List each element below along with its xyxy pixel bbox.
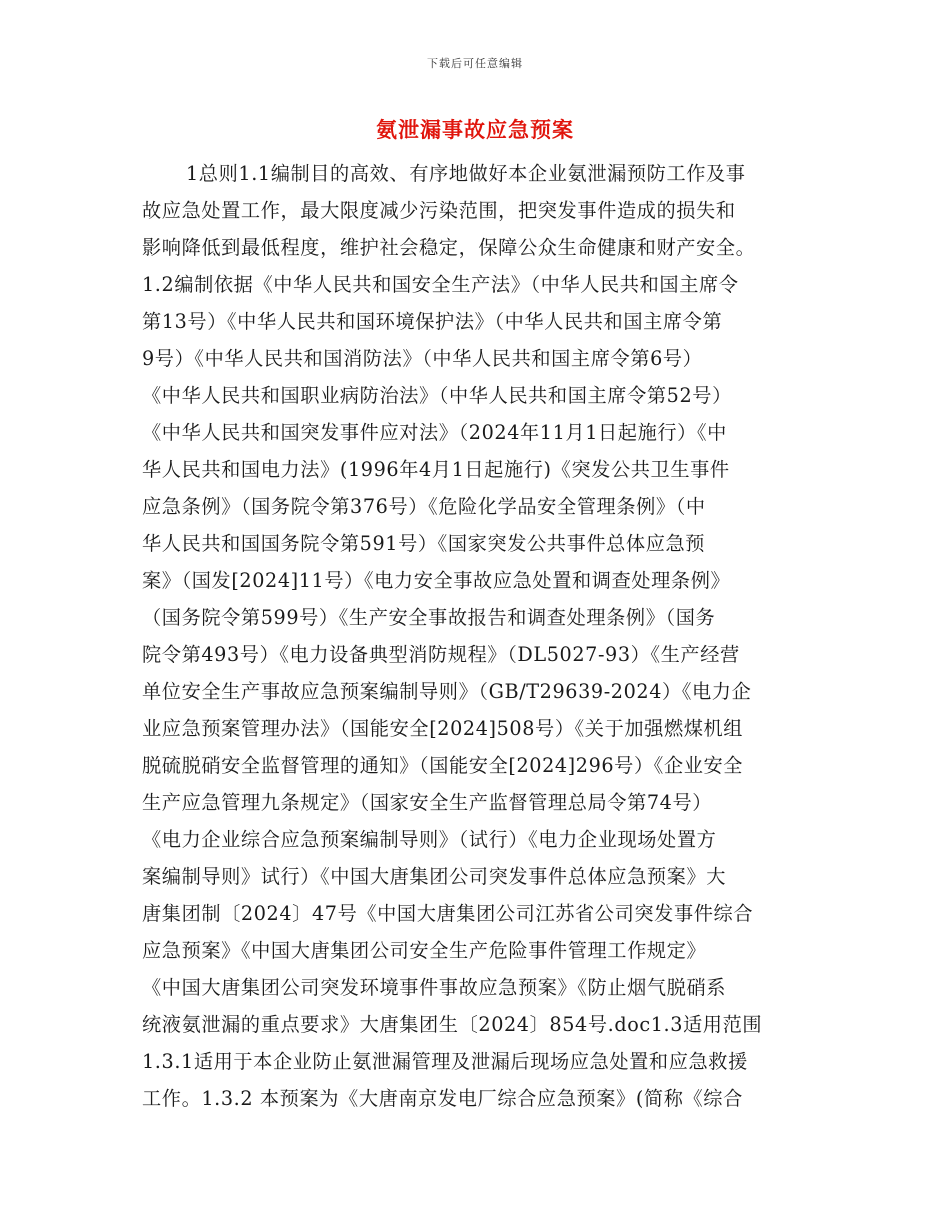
body-line: 生产应急管理九条规定》（国家安全生产监督管理总局令第74号） [142,791,713,814]
document-title: 氨泄漏事故应急预案 [376,117,574,142]
body-line: 《电力企业综合应急预案编制导则》（试行）《电力企业现场处置方 [142,828,717,851]
body-line: 第13号）《中华人民共和国环境保护法》（中华人民共和国主席令第 [142,310,723,333]
body-line: 1.2编制依据《中华人民共和国安全生产法》（中华人民共和国主席令 [142,273,739,296]
body-line: 应急预案》《中国大唐集团公司安全生产危险事件管理工作规定》 [142,939,707,962]
body-line: 《中华人民共和国职业病防治法》（中华人民共和国主席令第52号） [142,384,732,407]
body-line: 1.3.1适用于本企业防止氨泄漏管理及泄漏后现场应急处置和应急救援 [142,1050,748,1073]
body-line: 《中华人民共和国突发事件应对法》（2024年11月1日起施行）《中 [142,421,727,444]
document-body [142,155,812,1117]
body-line: 单位安全生产事故应急预案编制导则》（GB/T29639-2024）《电力企 [142,680,752,703]
body-line: 统液氨泄漏的重点要求》大唐集团生〔2024〕854号.doc1.3适用范围 [142,1013,763,1036]
body-line: 案》（国发[2024]11号）《电力安全事故应急处置和调查处理条例》 [142,569,731,592]
body-line: 9号）《中华人民共和国消防法》（中华人民共和国主席令第6号） [142,347,703,370]
body-line: 院令第493号）《电力设备典型消防规程》（DL5027-93）《生产经营 [142,643,740,666]
body-line: 影响降低到最低程度，维护社会稳定，保障公众生命健康和财产安全。 [142,236,756,259]
body-line: 《中国大唐集团公司突发环境事件事故应急预案》《防止烟气脱硝系 [142,976,727,999]
body-line: 华人民共和国国务院令第591号）《国家突发公共事件总体应急预 [142,532,706,555]
body-line: 脱硫脱硝安全监督管理的通知》（国能安全[2024]296号）《企业安全 [142,754,744,777]
page-header-note: 下载后可任意编辑 [427,57,523,70]
body-line: （国务院令第599号）《生产安全事故报告和调查处理条例》（国务 [142,606,716,629]
body-line: 华人民共和国电力法》(1996年4月1日起施行)《突发公共卫生事件 [142,458,730,481]
body-line: 1总则1.1编制目的高效、有序地做好本企业氨泄漏预防工作及事 [186,162,746,185]
body-line: 唐集团制〔2024〕47号《中国大唐集团公司江苏省公司突发事件综合 [142,902,754,925]
body-line: 工作。1.3.2 本预案为《大唐南京发电厂综合应急预案》(简称《综合 [142,1087,743,1110]
body-line: 案编制导则》试行）《中国大唐集团公司突发事件总体应急预案》大 [142,865,727,888]
body-line: 故应急处置工作，最大限度减少污染范围，把突发事件造成的损失和 [142,199,736,222]
body-line: 业应急预案管理办法》（国能安全[2024]508号）《关于加强燃煤机组 [142,717,744,740]
body-line: 应急条例》（国务院令第376号）《危险化学品安全管理条例》（中 [142,495,706,518]
